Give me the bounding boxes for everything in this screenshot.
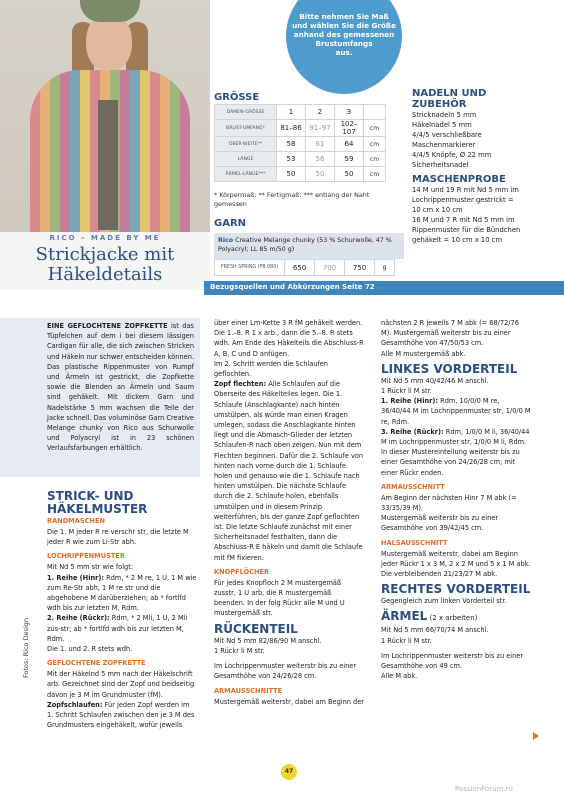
subheading: KNOPFLÖCHER xyxy=(214,567,270,576)
page-number: 47 xyxy=(281,764,297,780)
column-1: STRICK- UND HÄKELMUSTER RANDMASCHEN Die 1. M jeder R re verschr str, die letzte M jeder R wie zum Li-Str abh. LOCHRIPPENMUSTER Mit Nd 5 mm str wie folgt: 1. Reihe (Hinr): Rdm, * 2 M re, 1 U, 1 M wie zum Re-Str abh, 1 M re str und die abgehobene M darüberziehen; ab * fortlfd wdh bis zur letzten M, Rdm. 2. Reihe (Rückr): Rdm, * 2 Mli, 1 U, 2 Mli zus-str; ab * fortlfd wdh bis zur letzten M, Rdm. Die 1. und 2. R stets wdh. GEFLOCHTENE ZOPFKETTE Mit der Häkelnd 5 mm nach der Häkelschrift arb. Gezeichnet sind der Zopf und beidseitig davon je 3 M im Grundmuster (fM). Zopfschlaufen: Für jeden Zopf werden im 1. Schritt Schlaufen zwischen den je 3 M des Grundmusters eingehäkelt, wofür jeweils xyxy=(47,489,197,730)
model-photo xyxy=(0,0,210,232)
yarn-table xyxy=(214,259,395,276)
size-table xyxy=(214,104,386,182)
section-heading: RECHTES VORDERTEIL xyxy=(381,582,531,597)
page-title-line2: Häkeldetails xyxy=(47,264,163,285)
table-row: ÄRMEL-LÄNGE*** 50 50 50 cm xyxy=(215,167,386,182)
table-row: LÄNGE 53 56 59 cm xyxy=(215,152,386,167)
column-2: über einer Lm-Kette 3 R fM gehäkelt werden. Die 1.–8. R 1 x arb., dann die 5.–8. R stets wdh. Am Ende des Häkelteils die Abschluss-R A, B, C und D anfügen. Im 2. Schritt werden die Schlaufen geflochten. Zopf flechten: Alle Schlaufen auf die Oberseite des Häkelteiles legen. Die 1. Schlaufe (Anschlagkante) nach hinten umstülpen, als würde man einen Kragen umlegen, sodass die Anschlagkante hinten liegt und die Abmasch-Glieder der letzten Schlaufen-R nach oben zeigen. Nun mit dem Flechten beginnen. Dafür die 2. Schlaufe von hinten nach vorne durch die 1. Schlaufe holen und genauso wie die 1. Schlaufe nach hinten umstülpen. Die nächste Schlaufe durch die 2. Schlaufe holen, ebenfalls umstülpen und in diesem Prinzip weiterführen, bis der ganze Zopf geflochten ist. Die letzte Schlaufe zunächst mit einer Sicherheitsnadel festhalten, dann die Abschluss-R E häkeln und damit die Schlaufe mit fM fixieren. KNOPFLÖCHER Für jedes Knopfloch 2 M mustergemäß zusstr, 1 U arb, die R mustergemäß beenden. In der folg Rückr alle M und U mustergemäß str. RÜCKENTEIL Mit Nd 5 mm 82/86/90 M anschl. 1 Rückr li M str. Im Lochrippenmuster weiterstr bis zu einer Gesamthöhe von 24/26/28 cm. ARMAUSSCHNITTE Mustergemäß weiterstr, dabei am Beginn der xyxy=(214,319,365,706)
size-heading: GRÖSSE xyxy=(214,92,260,103)
table-row: FRESH SPRING (FB 080) 650 700 750 g xyxy=(215,260,395,276)
yarn-description: Rico Creative Melange chunky (53 % Schurwolle, 47 % Polyacryl; LL 85 m/50 g) xyxy=(214,233,404,259)
subheading: GEFLOCHTENE ZOPFKETTE xyxy=(47,659,146,668)
section-heading-2: HÄKELMUSTER xyxy=(47,502,148,516)
continue-arrow-icon xyxy=(533,732,539,740)
watermark: PassionForum.ru xyxy=(455,785,513,793)
size-footnote: * Körpermaß; ** Fertigmaß; *** entlang der Naht gemessen xyxy=(214,191,370,208)
table-row: BRUST-UMFANG* 81–86 91–97 102–107 cm xyxy=(215,120,386,137)
brand-label: RICO – MADE BY ME xyxy=(49,234,161,242)
materials-sidebar: NADELN UND ZUBEHÖR Stricknadeln 5 mm Häkelnadel 5 mm 4/4/5 verschließbare Maschenmarkierer 4/4/5 Knöpfe, Ø 22 mm Sicherheitsnadel MASCHENPROBE 14 M und 19 R mit Nd 5 mm im Lochrippenmuster gestrickt = 10 cm x 10 cm 16 M und 7 R mit Nd 5 mm im Rippenmuster für die Bündchen gehäkelt = 10 cm x 10 cm xyxy=(412,88,560,249)
gauge-heading: MASCHENPROBE xyxy=(412,174,506,185)
subheading: ARMAUSSCHNITTE xyxy=(214,686,283,695)
subheading: LOCHRIPPENMUSTER xyxy=(47,552,125,561)
subheading: RANDMASCHEN xyxy=(47,517,105,525)
size-hint-badge: Bitte nehmen Sie Maß und wählen Sie die Größe anhand des gemessenen Brustumfangs aus. xyxy=(286,0,402,94)
subheading: ARMAUSSCHNITT xyxy=(381,482,445,491)
section-heading: RÜCKENTEIL xyxy=(214,621,298,636)
page-title-line1: Strickjacke mit xyxy=(35,244,175,265)
yarn-heading: GARN xyxy=(214,218,247,229)
section-heading: ÄRMEL (2 x arbeiten) xyxy=(381,609,478,624)
table-row: OBER-WEITE** 58 61 64 cm xyxy=(215,137,386,152)
title-block xyxy=(0,232,210,290)
needles-heading: NADELN UND xyxy=(412,88,487,99)
subheading: HALSAUSSCHNITT xyxy=(381,538,448,547)
section-heading: LINKES VORDERTEIL xyxy=(381,361,518,376)
photo-credit: Fotos: Rico Design xyxy=(22,617,30,678)
column-3: nächsten 2 R jeweils 7 M abk (= 68/72/76 M). Mustergemäß weiterstr bis zu einer Gesamthöhe von 47/50/53 cm. Alle M mustergemäß abk. LINKES VORDERTEIL Mit Nd 5 mm 40/42/46 M anschl. 1 Rückr li M str. 1. Reihe (Hinr): Rdm, 10/0/0 M re, 36/40/44 M im Lochrippenmuster str, 1/0/0 M re, Rdm. 3. Reihe (Rückr): Rdm, 1/0/0 M li, 36/40/44 M im Lochrippenmuster str, 1/0/0 M li, Rdm. In dieser Mustereinteilung weiterstr bis zu einer Gesamthöhe von 24/26/28 cm; mit einer Rückr enden. ARMAUSSCHNITT Am Beginn der nächsten Hinr 7 M abk (= 33/35/39 M). Mustergemäß weiterstr bis zu einer Gesamthöhe von 39/42/45 cm. HALSAUSSCHNITT Mustergemäß weiterstr, dabei am Beginn jeder Rückr 1 x 3 M, 2 x 2 M und 5 x 1 M abk. Die verbleibenden 21/23/27 M abk. RECHTES VORDERTEIL Gegengleich zum linken Vorderteil str. ÄRMEL (2 x arbeiten) Mit Nd 5 mm 66/70/74 M anschl. 1 Rückr li M str. Im Lochrippenmuster weiterstr bis zu einer Gesamthöhe von 49 cm. Alle M abk. xyxy=(381,319,531,681)
table-row: DAMEN-GRÖSSE 1 2 3 xyxy=(215,105,386,120)
section-heading: STRICK- UND xyxy=(47,489,134,503)
intro-box: EINE GEFLOCHTENE ZOPFKETTE ist das Tüpfelchen auf dem i bei diesem lässigen Cardigan für alle, die sich zwischen Stricken und Häkeln nur schwer entscheiden können. Das plastische Rippenmuster von Rumpf und Ärmeln ist gestrickt, die Zopfkette sowie die Blenden an Ärmeln und Saum sind gehäkelt. Mit dickem Garn und Nadelstärke 5 mm wachsen die Teile der Jacke schnell. Das voluminöse Garn Creative Melange chunky von Rico aus Schurwolle und Polyacryl ist in 23 schönen Verlaufsfarbungen erhältlich. xyxy=(0,318,200,477)
sources-bar: Bezugsquellen und Abkürzungen Seite 72 xyxy=(204,281,564,295)
needles-heading-2: ZUBEHÖR xyxy=(412,99,467,110)
